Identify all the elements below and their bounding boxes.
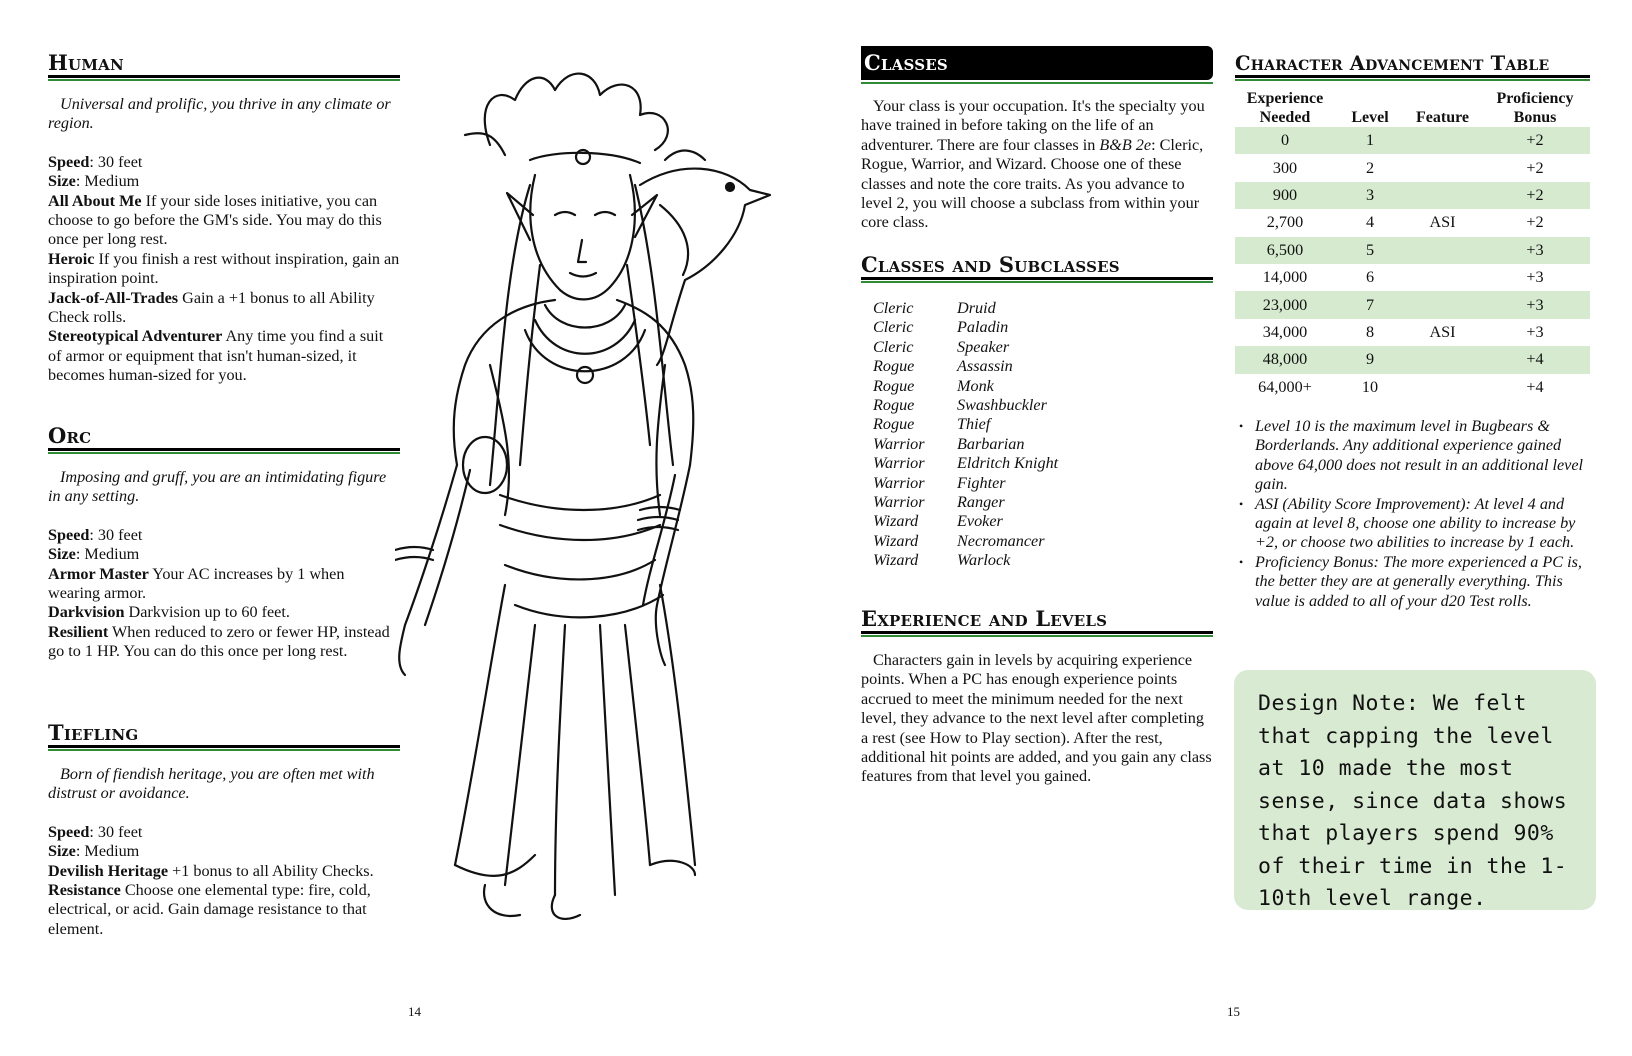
subclass-name: Druid <box>957 299 996 317</box>
col-header-xp: Experience Needed <box>1246 90 1324 126</box>
title-rule-green <box>861 281 1213 283</box>
title-rule <box>861 631 1213 634</box>
col-header-bonus: Proficiency Bonus <box>1496 90 1574 126</box>
table-row: 6,500 5 +3 <box>1235 237 1590 264</box>
section-tiefling <box>48 720 400 939</box>
subclass-name: Monk <box>957 376 994 395</box>
classes-title-bar: Classes <box>861 46 1213 80</box>
trait: Size: Medium <box>48 172 140 191</box>
section-title: Experience and Levels <box>861 606 1108 631</box>
advancement-notes <box>1235 417 1590 611</box>
advancement-table <box>1235 85 1590 401</box>
section-experience <box>861 606 1213 787</box>
classes-body: Your class is your occupation. It's the specialty you have trained in before taking on the life of an adventurer. There are four classes in B&B 2e: Cleric, Rogue, Warrior, and Wizard. Choose one of these classes and note the core traits. As you advance to level 2, you will choose a subclass from within your core class. <box>861 97 1205 232</box>
trait: Resistance Choose one elemental type: fire, cold, electrical, or acid. Gain damage resistance to that element. <box>48 881 371 938</box>
table-row: 900 3 +2 <box>1235 182 1590 209</box>
section-title: Character Advancement Table <box>1235 52 1550 75</box>
subclass-name: Fighter <box>957 473 1006 492</box>
title-rule <box>861 277 1213 280</box>
col-header-level: Level <box>1351 109 1389 126</box>
experience-body: Characters gain in levels by acquiring experience points. When a PC has enough experience points accrued to meet the minimum needed for the next level, they advance to the next level after completing a rest (see How to Play section). After the rest, additional hit points are added, and you gain any class features from that level you gained. <box>861 651 1212 786</box>
class-name: Warrior <box>873 454 925 473</box>
subclass-name: Thief <box>957 415 991 434</box>
title-rule <box>48 448 400 451</box>
subclass-name: Barbarian <box>957 434 1025 453</box>
elf-druid-with-raven-illustration <box>395 65 795 965</box>
trait: Speed: 30 feet <box>48 822 143 841</box>
class-name: Rogue <box>873 415 915 434</box>
title-rule-green <box>48 79 400 81</box>
class-name: Wizard <box>873 512 919 531</box>
subclass-name: Ranger <box>957 493 1005 512</box>
trait: Darkvision Darkvision up to 60 feet. <box>48 603 290 622</box>
section-title: Human <box>48 50 124 75</box>
trait: Size: Medium <box>48 545 140 564</box>
class-name: Warrior <box>873 434 925 453</box>
subclass-name: Swashbuckler <box>957 396 1047 415</box>
note-item: • Level 10 is the maximum level in Bugbears & Borderlands. Any additional experience gained above 64,000 does not result in an additional level gain. <box>1235 417 1590 495</box>
trait: Devilish Heritage +1 bonus to all Ability Checks. <box>48 861 374 880</box>
trait: Speed: 30 feet <box>48 525 143 544</box>
subclass-name: Paladin <box>957 318 1009 337</box>
section-title: Classes and Subclasses <box>861 252 1120 277</box>
title-rule-green <box>48 452 400 454</box>
class-name: Warrior <box>873 473 925 492</box>
title-rule-green <box>861 82 1213 84</box>
section-intro: Imposing and gruff, you are an intimidating figure in any setting. <box>48 468 387 506</box>
table-row: 23,000 7 +3 <box>1235 291 1590 318</box>
table-row: 14,000 6 +3 <box>1262 268 1544 287</box>
class-name: Rogue <box>873 357 915 376</box>
trait: Heroic If you finish a rest without inspiration, gain an inspiration point. <box>48 249 400 288</box>
subclass-name: Warlock <box>957 551 1011 570</box>
title-rule-green <box>1235 79 1590 81</box>
subclass-name: Speaker <box>957 337 1010 356</box>
trait: Speed: 30 feet <box>48 152 143 171</box>
design-note-text: Design Note: We felt that capping the level at 10 made the most sense, since data shows that players spend 90% of their time in the 1-10th level range. <box>1258 691 1568 911</box>
page-number-right: 15 <box>1227 1004 1240 1019</box>
table-row: 300 2 +2 <box>1272 158 1544 177</box>
section-classes <box>861 46 1213 233</box>
class-name: Cleric <box>873 299 914 317</box>
title-rule <box>1235 75 1590 78</box>
section-title: Tiefling <box>48 720 139 745</box>
table-row: 48,000 9 +4 <box>1235 346 1590 373</box>
class-name: Cleric <box>873 318 914 337</box>
class-name: Rogue <box>873 396 915 415</box>
col-header-feature: Feature <box>1415 109 1469 126</box>
table-row: 2,700 4 ASI +2 <box>1266 213 1544 232</box>
trait: Resilient When reduced to zero or fewer HP, instead go to 1 HP. You can do this once per long rest. <box>48 622 390 661</box>
class-name: Rogue <box>873 376 915 395</box>
section-advancement <box>1235 52 1590 611</box>
page-number-left: 14 <box>408 1004 421 1019</box>
subclass-name: Evoker <box>957 512 1003 531</box>
title-rule <box>48 75 400 78</box>
trait: Armor Master Your AC increases by 1 when wearing armor. <box>48 564 345 603</box>
trait: Size: Medium <box>48 842 140 861</box>
table-row: 34,000 8 ASI +3 <box>1262 322 1544 341</box>
trait: All About Me If your side loses initiative, you can choose to go before the GM's side. You may do this once per long rest. <box>48 191 382 249</box>
trait: Jack-of-All-Trades Gain a +1 bonus to all Ability Check rolls. <box>48 288 375 327</box>
table-header-row <box>1235 85 1590 127</box>
section-orc <box>48 423 400 662</box>
class-name: Cleric <box>873 337 914 356</box>
subclass-list <box>861 299 1213 571</box>
title-rule-green <box>861 635 1213 637</box>
table-row: 64,000+ 10 +4 <box>1258 377 1544 396</box>
table-row: 0 1 +2 <box>1235 127 1590 154</box>
design-note-box <box>1234 670 1596 910</box>
note-item: • Proficiency Bonus: The more experienced a PC is, the better they are at generally everything. This value is added to all of your d20 Test rolls. <box>1235 553 1590 611</box>
class-name: Wizard <box>873 551 919 570</box>
subclass-name: Assassin <box>957 357 1013 376</box>
subclass-name: Eldritch Knight <box>957 454 1059 473</box>
section-title: Orc <box>48 423 92 448</box>
title-rule-green <box>48 749 400 751</box>
trait: Stereotypical Adventurer Any time you find a suit of armor or equipment that isn't human-sized, it becomes human-sized for you. <box>48 327 384 385</box>
class-name: Wizard <box>873 531 919 550</box>
class-name: Warrior <box>873 493 925 512</box>
section-human <box>48 50 400 386</box>
section-intro: Born of fiendish heritage, you are often met with distrust or avoidance. <box>48 765 375 803</box>
section-intro: Universal and prolific, you thrive in any climate or region. <box>48 95 391 133</box>
note-item: • ASI (Ability Score Improvement): At level 4 and again at level 8, choose one ability to increase by +2, or choose two abilities to increase by 1 each. <box>1235 495 1590 553</box>
subclass-name: Necromancer <box>957 531 1045 550</box>
section-subclasses <box>861 252 1213 571</box>
title-rule <box>48 745 400 748</box>
